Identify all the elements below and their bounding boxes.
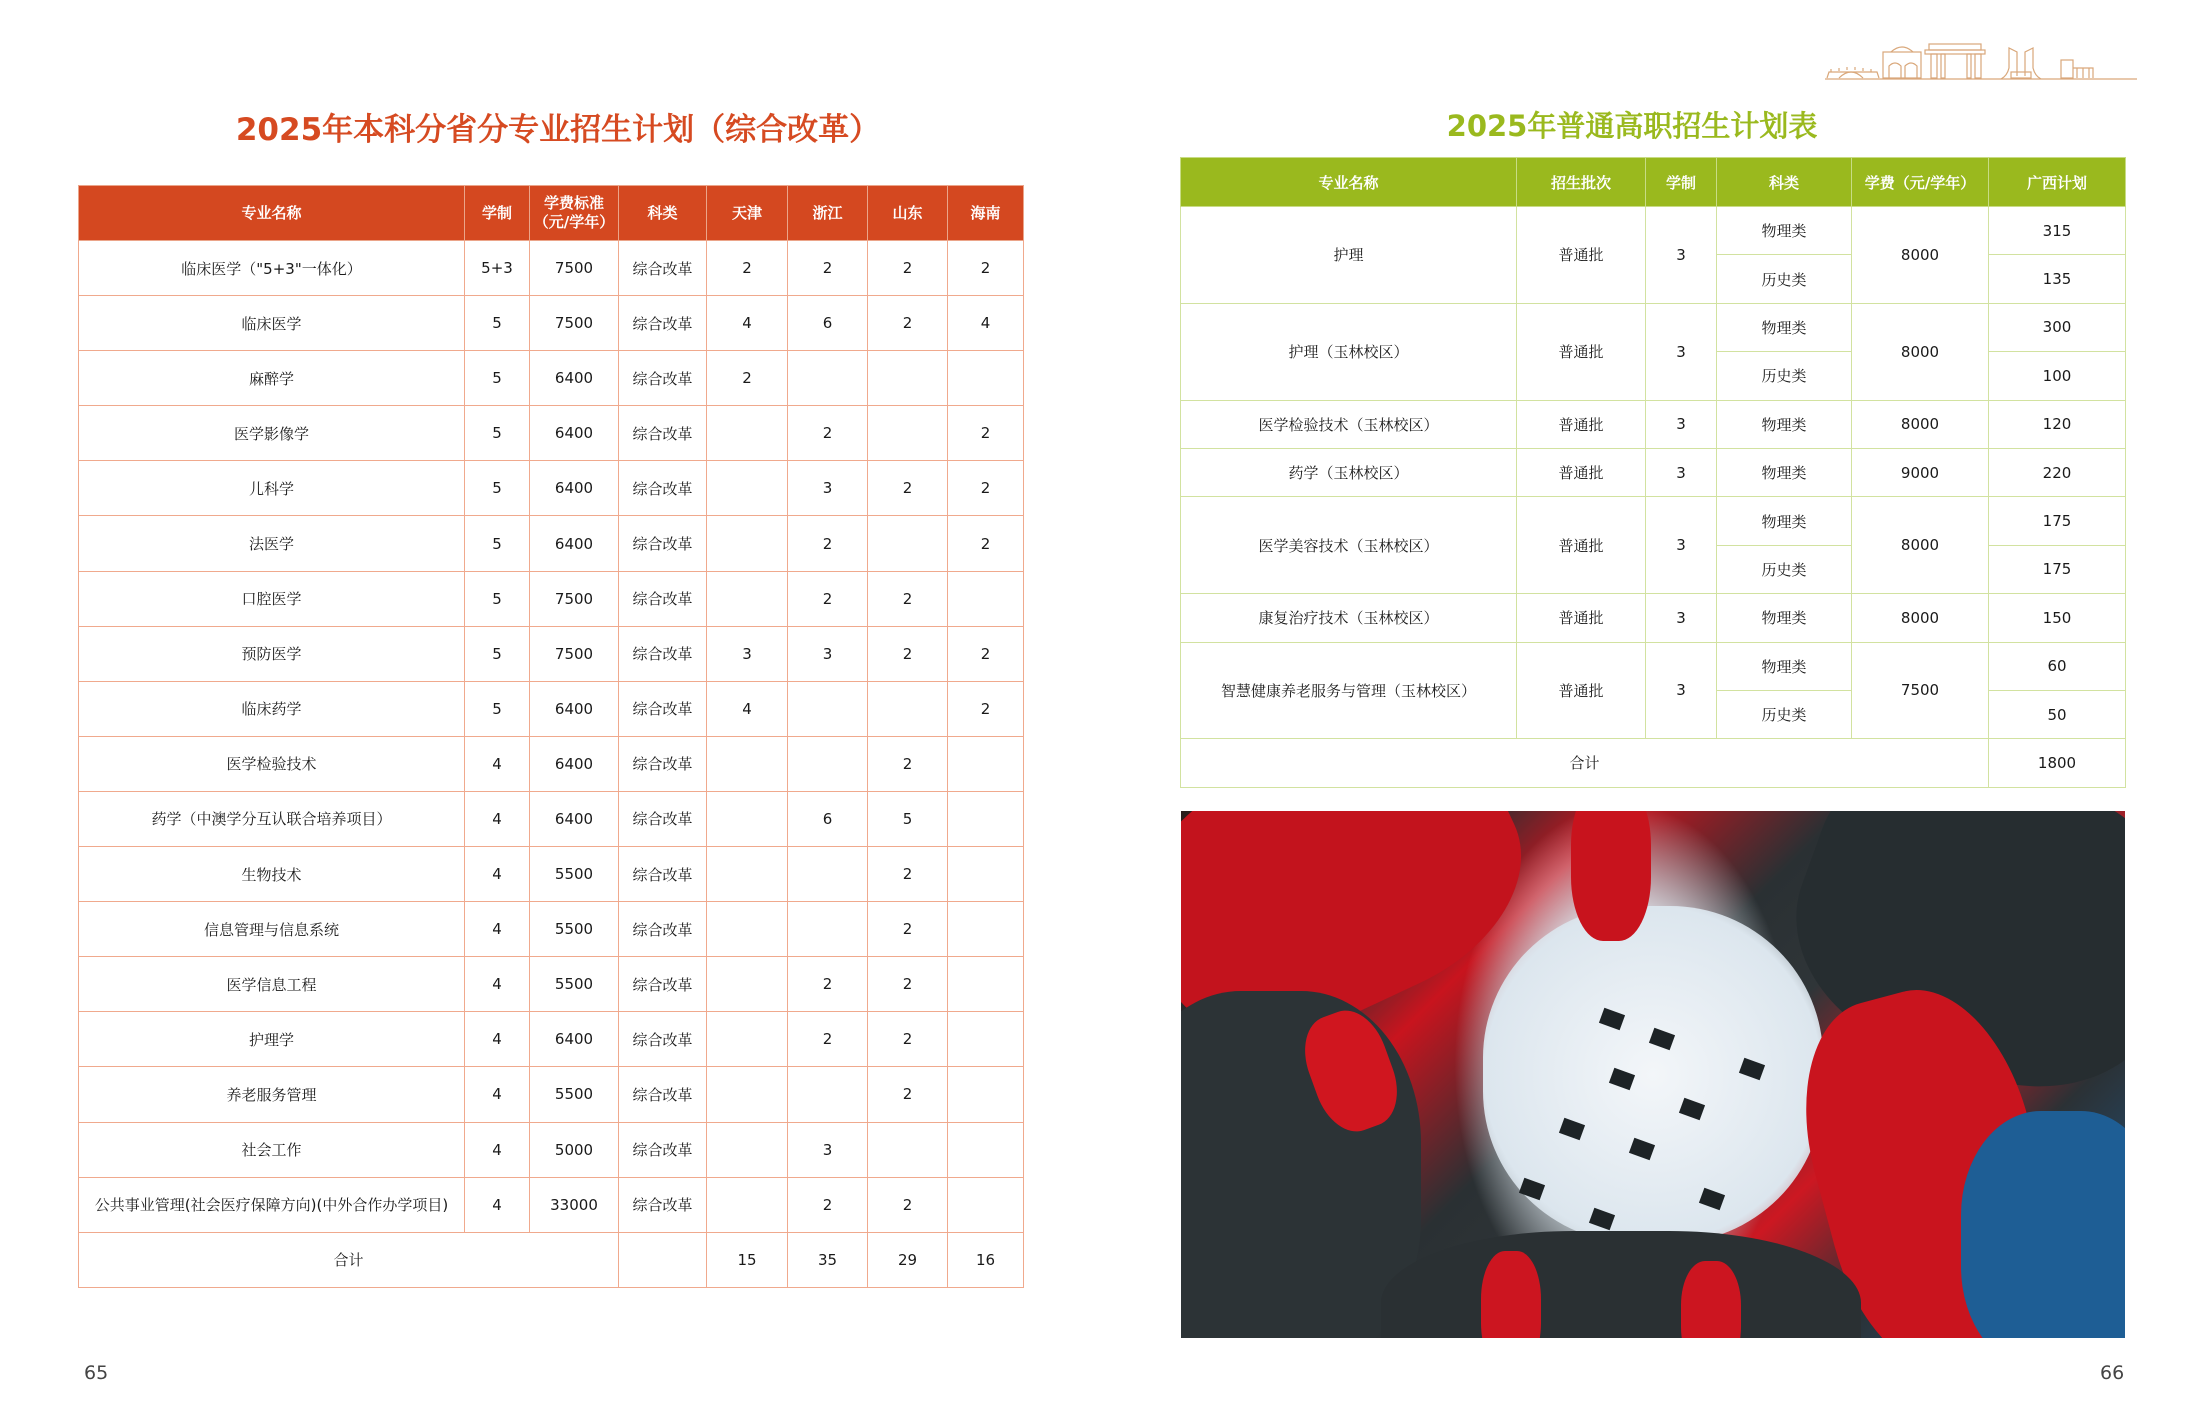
table-row [79,406,1024,461]
plan: 50 [1989,690,2126,738]
tianjin-plan [707,571,788,626]
major-name: 信息管理与信息系统 [79,902,465,957]
tianjin-plan [707,847,788,902]
fee: 7500 [530,296,619,351]
plan: 220 [1989,448,2126,496]
major-name: 医学检验技术 [79,736,465,791]
zhejiang-plan: 6 [788,791,868,846]
shandong-plan: 2 [868,241,948,296]
tianjin-plan: 4 [707,296,788,351]
table-row [79,351,1024,406]
shandong-plan: 2 [868,847,948,902]
table-row [1181,207,2126,255]
hainan-plan [948,847,1024,902]
fee: 8000 [1852,303,1989,400]
table-row [79,1067,1024,1122]
total-tianjin: 15 [707,1232,788,1287]
hainan-plan [948,957,1024,1012]
table-row [79,1122,1024,1177]
years: 4 [465,902,530,957]
fee: 5000 [530,1122,619,1177]
category: 物理类 [1717,303,1852,351]
header-category: 科类 [1717,158,1852,207]
shandong-plan: 2 [868,571,948,626]
plan: 175 [1989,497,2126,545]
plan: 60 [1989,642,2126,690]
shandong-plan: 2 [868,902,948,957]
fee: 6400 [530,681,619,736]
major-name: 医学美容技术（玉林校区） [1181,497,1517,594]
years: 5 [465,681,530,736]
header-years: 学制 [1646,158,1717,207]
header-shandong: 山东 [868,186,948,241]
header-zhejiang: 浙江 [788,186,868,241]
hainan-plan [948,791,1024,846]
header-fee-line2: （元/学年） [533,213,615,231]
zhejiang-plan: 3 [788,461,868,516]
years: 3 [1646,207,1717,304]
major-name: 法医学 [79,516,465,571]
fee: 7500 [530,626,619,681]
plan: 135 [1989,255,2126,303]
years: 4 [465,736,530,791]
major-name: 护理（玉林校区） [1181,303,1517,400]
table-row [1181,594,2126,642]
category: 综合改革 [619,406,707,461]
shandong-plan: 2 [868,1012,948,1067]
fee: 8000 [1852,497,1989,594]
major-name: 预防医学 [79,626,465,681]
shandong-plan [868,681,948,736]
tianjin-plan [707,1177,788,1232]
hainan-plan [948,571,1024,626]
category: 历史类 [1717,352,1852,400]
hainan-plan [948,1067,1024,1122]
header-fee [530,186,619,241]
header-hainan: 海南 [948,186,1024,241]
tianjin-plan [707,1067,788,1122]
fee: 8000 [1852,594,1989,642]
batch: 普通批 [1517,207,1646,304]
fee: 9000 [1852,448,1989,496]
zhejiang-plan [788,736,868,791]
graduation-photo [1181,811,2125,1338]
header-category: 科类 [619,186,707,241]
table-row [79,1012,1024,1067]
major-name: 口腔医学 [79,571,465,626]
tianjin-plan [707,461,788,516]
years: 3 [1646,400,1717,448]
batch: 普通批 [1517,642,1646,739]
years: 3 [1646,642,1717,739]
major-name: 临床药学 [79,681,465,736]
plan: 315 [1989,207,2126,255]
fee: 6400 [530,406,619,461]
batch: 普通批 [1517,303,1646,400]
table-row [79,847,1024,902]
category: 综合改革 [619,847,707,902]
table-row [79,571,1024,626]
fee: 5500 [530,902,619,957]
fee: 6400 [530,791,619,846]
total-row [79,1232,1024,1287]
years: 5 [465,406,530,461]
table-row [79,241,1024,296]
category: 综合改革 [619,1122,707,1177]
total-shandong: 29 [868,1232,948,1287]
fee: 7500 [1852,642,1989,739]
tianjin-plan [707,736,788,791]
fee: 6400 [530,736,619,791]
total-hainan: 16 [948,1232,1024,1287]
total-label: 合计 [1181,739,1989,787]
vocational-plan-table [1180,157,2126,788]
shandong-plan: 2 [868,626,948,681]
fee: 7500 [530,241,619,296]
batch: 普通批 [1517,497,1646,594]
category: 历史类 [1717,690,1852,738]
robe-shape [1961,1111,2125,1338]
years: 4 [465,1177,530,1232]
shandong-plan: 2 [868,736,948,791]
shandong-plan: 2 [868,1067,948,1122]
zhejiang-plan: 3 [788,1122,868,1177]
left-page-title: 2025年本科分省分专业招生计划（综合改革） [235,112,881,148]
total-category [619,1232,707,1287]
table-row [79,681,1024,736]
major-name: 社会工作 [79,1122,465,1177]
major-name: 药学（玉林校区） [1181,448,1517,496]
major-name: 药学（中澳学分互认联合培养项目） [79,791,465,846]
plan: 100 [1989,352,2126,400]
robe-shape [1481,1251,1541,1338]
hainan-plan [948,902,1024,957]
zhejiang-plan: 2 [788,571,868,626]
category: 综合改革 [619,626,707,681]
years: 3 [1646,594,1717,642]
zhejiang-plan: 2 [788,1177,868,1232]
category: 综合改革 [619,1067,707,1122]
major-name: 临床医学 [79,296,465,351]
years: 5+3 [465,241,530,296]
years: 3 [1646,448,1717,496]
category: 综合改革 [619,1177,707,1232]
table-row [79,902,1024,957]
hainan-plan [948,351,1024,406]
table-row [1181,642,2126,690]
total-row [1181,739,2126,787]
table-row [79,296,1024,351]
category: 物理类 [1717,207,1852,255]
zhejiang-plan [788,351,868,406]
category: 综合改革 [619,957,707,1012]
category: 物理类 [1717,497,1852,545]
undergraduate-plan-table [78,185,1024,1288]
major-name: 生物技术 [79,847,465,902]
table-row [79,461,1024,516]
header-fee: 学费（元/学年） [1852,158,1989,207]
years: 4 [465,1067,530,1122]
zhejiang-plan [788,847,868,902]
right-page-title: 2025年普通高职招生计划表 [1446,109,1818,143]
category: 历史类 [1717,545,1852,593]
shandong-plan [868,406,948,461]
category: 物理类 [1717,400,1852,448]
tianjin-plan [707,791,788,846]
fee: 6400 [530,516,619,571]
batch: 普通批 [1517,448,1646,496]
total-label: 合计 [79,1232,619,1287]
hainan-plan: 4 [948,296,1024,351]
zhejiang-plan: 2 [788,406,868,461]
header-guangxi-plan: 广西计划 [1989,158,2126,207]
hainan-plan: 2 [948,626,1024,681]
table-row [1181,400,2126,448]
zhejiang-plan: 2 [788,516,868,571]
table-row [79,736,1024,791]
plan: 175 [1989,545,2126,593]
major-name: 护理学 [79,1012,465,1067]
major-name: 养老服务管理 [79,1067,465,1122]
table-row [79,1177,1024,1232]
years: 5 [465,516,530,571]
robe-shape [1571,811,1651,941]
fee: 5500 [530,957,619,1012]
tianjin-plan: 4 [707,681,788,736]
table-row [1181,497,2126,545]
fee: 5500 [530,1067,619,1122]
header-years: 学制 [465,186,530,241]
years: 3 [1646,303,1717,400]
shandong-plan [868,1122,948,1177]
major-name: 康复治疗技术（玉林校区） [1181,594,1517,642]
major-name: 公共事业管理(社会医疗保障方向)(中外合作办学项目) [79,1177,465,1232]
years: 4 [465,847,530,902]
page-number-left: 65 [84,1362,109,1384]
major-name: 护理 [1181,207,1517,304]
table-header-row [79,186,1024,241]
major-name: 医学信息工程 [79,957,465,1012]
shandong-plan: 2 [868,1177,948,1232]
years: 5 [465,461,530,516]
shandong-plan: 2 [868,461,948,516]
fee: 8000 [1852,400,1989,448]
category: 综合改革 [619,681,707,736]
category: 物理类 [1717,448,1852,496]
fee: 8000 [1852,207,1989,304]
plan: 150 [1989,594,2126,642]
major-name: 临床医学（"5+3"一体化） [79,241,465,296]
tianjin-plan: 2 [707,241,788,296]
major-name: 智慧健康养老服务与管理（玉林校区） [1181,642,1517,739]
tianjin-plan [707,1012,788,1067]
years: 4 [465,957,530,1012]
table-row [79,957,1024,1012]
fee: 33000 [530,1177,619,1232]
years: 4 [465,1122,530,1177]
category: 综合改革 [619,516,707,571]
hainan-plan: 2 [948,681,1024,736]
fee: 6400 [530,1012,619,1067]
table-row [1181,448,2126,496]
shandong-plan: 5 [868,791,948,846]
tianjin-plan: 2 [707,351,788,406]
tianjin-plan [707,516,788,571]
zhejiang-plan: 2 [788,1012,868,1067]
category: 综合改革 [619,296,707,351]
major-name: 医学影像学 [79,406,465,461]
header-fee-line1: 学费标准 [543,194,604,212]
plan: 300 [1989,303,2126,351]
category: 综合改革 [619,461,707,516]
shandong-plan [868,351,948,406]
batch: 普通批 [1517,400,1646,448]
tianjin-plan [707,406,788,461]
fee: 6400 [530,351,619,406]
zhejiang-plan [788,1067,868,1122]
zhejiang-plan [788,681,868,736]
years: 5 [465,571,530,626]
table-header-row [1181,158,2126,207]
plan: 120 [1989,400,2126,448]
header-major-name: 专业名称 [79,186,465,241]
zhejiang-plan: 2 [788,957,868,1012]
hainan-plan [948,1177,1024,1232]
batch: 普通批 [1517,594,1646,642]
category: 综合改革 [619,241,707,296]
campus-skyline-icon [1825,38,2137,82]
shandong-plan: 2 [868,296,948,351]
category: 综合改革 [619,902,707,957]
table-row [79,626,1024,681]
years: 5 [465,296,530,351]
fee: 7500 [530,571,619,626]
hainan-plan: 2 [948,241,1024,296]
table-row [79,516,1024,571]
tianjin-plan [707,1122,788,1177]
shandong-plan: 2 [868,957,948,1012]
years: 5 [465,626,530,681]
category: 综合改革 [619,736,707,791]
category: 历史类 [1717,255,1852,303]
hainan-plan [948,736,1024,791]
zhejiang-plan: 6 [788,296,868,351]
zhejiang-plan: 3 [788,626,868,681]
tianjin-plan [707,957,788,1012]
header-major-name: 专业名称 [1181,158,1517,207]
category: 物理类 [1717,642,1852,690]
total-plan: 1800 [1989,739,2126,787]
fee: 5500 [530,847,619,902]
page-number-right: 66 [2100,1362,2125,1384]
header-tianjin: 天津 [707,186,788,241]
hainan-plan: 2 [948,516,1024,571]
table-row [1181,303,2126,351]
hainan-plan: 2 [948,406,1024,461]
fee: 6400 [530,461,619,516]
tianjin-plan: 3 [707,626,788,681]
robe-shape [1381,1231,1861,1338]
years: 3 [1646,497,1717,594]
category: 综合改革 [619,571,707,626]
years: 5 [465,351,530,406]
years: 4 [465,791,530,846]
major-name: 医学检验技术（玉林校区） [1181,400,1517,448]
zhejiang-plan [788,902,868,957]
category: 综合改革 [619,1012,707,1067]
robe-shape [1681,1261,1741,1338]
hainan-plan: 2 [948,461,1024,516]
shandong-plan [868,516,948,571]
header-batch: 招生批次 [1517,158,1646,207]
hainan-plan [948,1122,1024,1177]
table-row [79,791,1024,846]
category: 综合改革 [619,351,707,406]
years: 4 [465,1012,530,1067]
category: 物理类 [1717,594,1852,642]
total-zhejiang: 35 [788,1232,868,1287]
tianjin-plan [707,902,788,957]
category: 综合改革 [619,791,707,846]
major-name: 麻醉学 [79,351,465,406]
hainan-plan [948,1012,1024,1067]
zhejiang-plan: 2 [788,241,868,296]
major-name: 儿科学 [79,461,465,516]
